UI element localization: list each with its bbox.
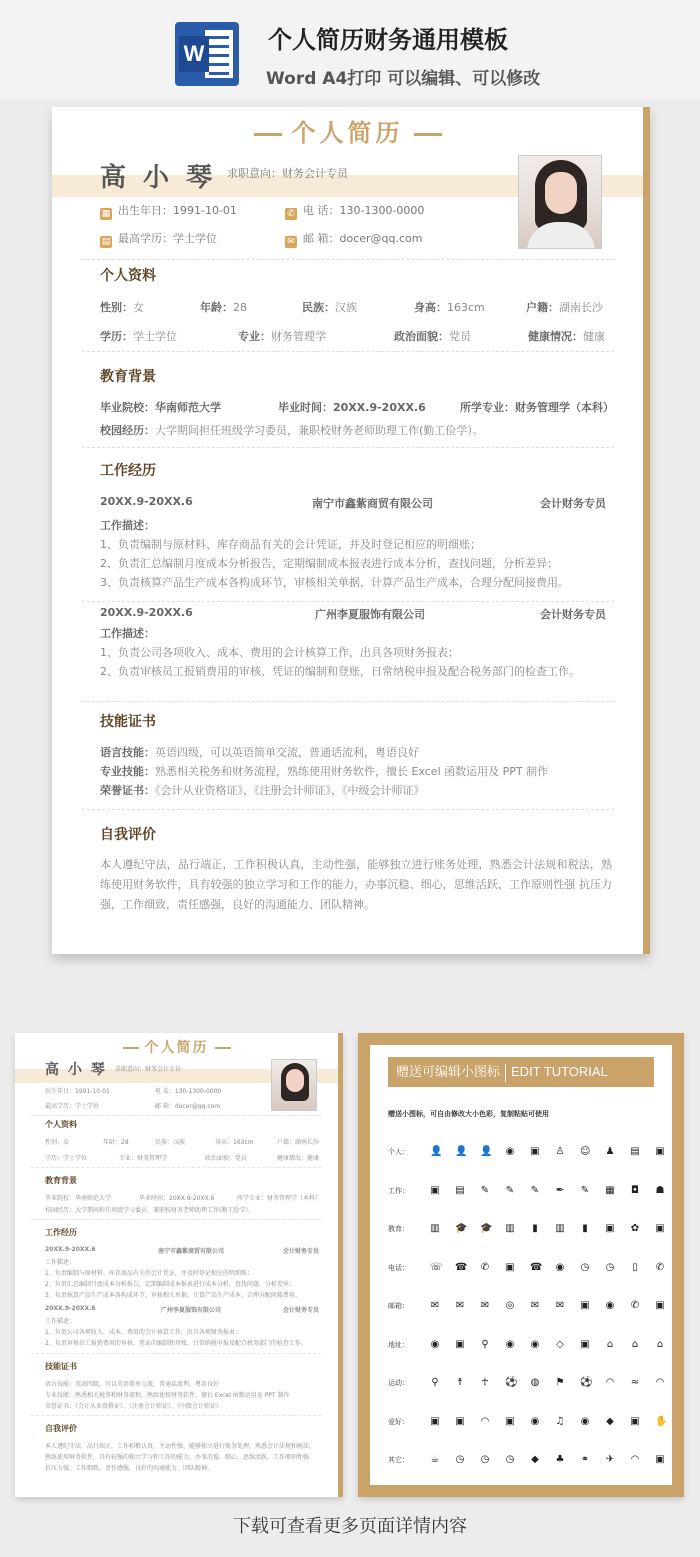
profile-health: 健康情况：健康	[528, 330, 605, 343]
divider	[31, 1167, 321, 1168]
decor-icon[interactable]: ≈	[630, 1377, 640, 1388]
thumb-edu: 学历：学士学位	[45, 1155, 88, 1162]
resume-sheet: 个人简历 高 小 琴 求职意向：财务会计专员 ▦ 出生年日：1991-10-01 ✆ 电 话：130-1300-0000 ▤ 最高学历：学士学位 ✉ 邮 箱：docer@qq.com 个人资料 性别：女 年龄：28 民族：汉族 身高：163cm 户籍：湖南长沙 学历：学士学位 专业：财务管理学 政治面貌：党员 健康情况：健康 教育背景 毕业院校：华南师范大学 毕业时间：20XX.9-20XX.6 所学专业：财务管理学（本科） 校园经历：大学期间担任班级学习委员，兼职校财务老师助理工作(勤工俭学）。 工作经历 20XX.9-20XX.6 南宁市鑫紫商贸有限公司 会计财务专员 工作描述： 1、负责编制与原材料、库存商品有关的会计凭证，并及时登记相应的明细账； 2、负责汇总编制月度成本分析报告，定期编制成本报表进行成本分析，查找问题，分析差异； 3、负责核算产品生产成本各构成环节，审核相关单据，计算产品生产成本，合理分配间接费用。 20XX.9-20XX.6 广州李夏服饰有限公司 会计财务专员 工作描述： 1、负责公司各项收入、成本、费用的会计核算工作，出具各项财务报表； 2、负责审核员工报销费用的审核、凭证的编制和登账，日常纳税申报及配合税务部门的检查工作。 技能证书 语言技能：英语四级，可以英语简单交流，普通话流利，粤语良好 专业技能：熟悉相关税务和财务流程，熟练使用财务软件，擅长 Excel 函数运用及 PPT 制作 荣誉证书：《会计从业资格证》、《注册会计师证》、《中级会计师证》 自我评价 本人遵纪守法，品行端正，工作积极认真，主动性强，能够独立进行账务处理，熟悉会计法规和税法，熟练使用财务软件，具有较强的独立学习和工作的能力，办事沉稳、细心，思维活跃，工作原则性强 抗压力强，工作细致，责任感强，良好的沟通能力、团队精神。	[52, 107, 650, 954]
icon-row-label: 个人：	[388, 1148, 409, 1156]
decor-icon[interactable]: ✉	[480, 1300, 490, 1311]
thumb-job-line: 2、负责汇总编制月度成本分析报告，定期编制成本报表进行成本分析，查找问题，分析差异；	[45, 1281, 295, 1288]
decor-icon[interactable]: ◆	[531, 1454, 539, 1465]
decor-icon[interactable]: ◠	[480, 1415, 490, 1427]
decor-icon[interactable]: ◉	[555, 1261, 565, 1273]
thumb-school: 毕业院校：华南师范大学	[45, 1195, 112, 1202]
decor-icon[interactable]: ☨	[457, 1377, 463, 1388]
decor-icon[interactable]: 👤	[480, 1146, 493, 1157]
icon-row-label: 地址：	[388, 1340, 409, 1349]
decor-icon[interactable]: ⌂	[656, 1338, 664, 1350]
decor-icon[interactable]: 🎓	[455, 1223, 468, 1234]
decor-icon[interactable]: ⚽	[505, 1377, 518, 1388]
thumb-skill-lang: 语言技能：英语四级，可以英语简单交流，普通话流利，粤语良好	[45, 1381, 220, 1388]
decor-icon[interactable]: ▣	[505, 1415, 515, 1427]
thumb-politics: 政治面貌：党员	[205, 1155, 248, 1162]
edu-time: 毕业时间：20XX.9-20XX.6	[278, 401, 426, 414]
thumb-skill-cert: 荣誉证书：《会计从业资格证》、《注册会计师证》、《中级会计师证》	[45, 1403, 223, 1410]
decor-icon[interactable]: ▯	[632, 1261, 638, 1273]
decor-icon[interactable]: ◉	[580, 1415, 590, 1427]
profile-education: 学历：学士学位	[100, 330, 177, 343]
birth-info: ▦ 出生年日：1991-10-01	[101, 204, 237, 219]
decor-icon[interactable]: ◷	[580, 1261, 590, 1273]
decor-icon[interactable]: ▣	[430, 1184, 440, 1196]
thumb-job-line: 1、负责公司各项收入、成本、费用的会计核算工作，出具各项财务报表；	[45, 1329, 241, 1336]
decor-icon[interactable]: ◉	[530, 1338, 540, 1350]
divider	[31, 1353, 321, 1354]
decor-icon[interactable]: 👤	[455, 1146, 468, 1157]
thumb-major: 专业：财务管理学	[119, 1155, 168, 1162]
icon-row	[388, 1299, 668, 1315]
icon-row	[388, 1261, 668, 1277]
decor-icon[interactable]: ◘	[631, 1184, 639, 1196]
decor-icon[interactable]: 👤	[430, 1146, 443, 1157]
thumb-edu-time: 毕业时间：20XX.9-20XX.6	[139, 1195, 215, 1202]
thumb-job-company: 南宁市鑫紫商贸有限公司	[158, 1248, 225, 1255]
thumb-self-text: 本人遵纪守法，品行端正，工作积极认真，主动性强，能够独立进行账务处理，熟悉会计法规和税法，熟练使用财务软件，具有较强的独立学习和工作的能力，办事沉稳、细心，思维活跃，工作原则性强 抗压力强，工作细致，责任感强，良好的沟通能力、团队精神。	[45, 1443, 316, 1472]
decor-icon[interactable]: ✆	[480, 1261, 490, 1273]
candidate-name: 高 小 琴	[100, 163, 217, 193]
resume-thumbnail[interactable]	[15, 1033, 343, 1497]
edu-school: 毕业院校：华南师范大学	[100, 401, 221, 414]
decor-icon[interactable]: ✎	[505, 1184, 515, 1196]
decor-icon[interactable]: 🎓	[480, 1223, 493, 1234]
thumb-health: 健康情况：健康	[277, 1155, 320, 1162]
divider	[82, 601, 614, 602]
decor-icon[interactable]: ♟	[605, 1146, 615, 1157]
thumb-phone: 电 话：130-1300-0000	[155, 1088, 222, 1095]
thumb-job-position: 会计财务专员	[283, 1307, 320, 1314]
thumb-edu-major: 所学专业：财务管理学（本科）	[237, 1195, 322, 1202]
icon-row	[388, 1453, 668, 1469]
resume-title: 个人简历	[52, 113, 643, 148]
mail-icon: ✉	[285, 236, 297, 248]
decor-icon[interactable]: ▣	[530, 1146, 540, 1157]
thumb-hukou: 户籍：湖南长沙	[277, 1139, 320, 1146]
icon-row-label: 运动：	[388, 1379, 409, 1387]
thumb-section-skills: 技能证书	[45, 1362, 77, 1371]
decor-icon[interactable]: ✉	[555, 1300, 565, 1311]
icon-row-label: 邮箱：	[388, 1302, 409, 1310]
job-desc-label: 工作描述：	[100, 519, 155, 532]
job-intent: 求职意向：财务会计专员	[227, 167, 348, 180]
divider	[82, 447, 614, 448]
decor-icon[interactable]: ▣	[655, 1223, 665, 1234]
decor-icon[interactable]: ▥	[555, 1223, 565, 1234]
thumb-gender: 性别：女	[45, 1139, 70, 1146]
decor-icon[interactable]: ✋	[655, 1415, 668, 1427]
job-line: 2、负责审核员工报销费用的审核、凭证的编制和登账，日常纳税申报及配合税务部门的检查工作。	[100, 665, 580, 678]
thumb-job-desc: 工作描述：	[45, 1318, 76, 1325]
decor-icon[interactable]: ✈	[605, 1454, 615, 1465]
decor-icon[interactable]: ✉	[530, 1300, 540, 1311]
decor-icon[interactable]: ☎	[530, 1261, 543, 1273]
section-title-skills: 技能证书	[100, 714, 156, 730]
icon-row	[388, 1184, 668, 1200]
skill-language: 语言技能：英语四级，可以英语简单交流，普通话流利，粤语良好	[100, 746, 419, 759]
banner-subtitle: Word A4打印 可以编辑、可以修改	[266, 69, 541, 89]
divider	[82, 701, 614, 702]
accent-bar	[643, 107, 650, 954]
icon-row	[388, 1145, 668, 1161]
profile-politics: 政治面貌：党员	[394, 330, 471, 343]
thumb-section-work: 工作经历	[45, 1228, 77, 1237]
email-info: ✉ 邮 箱：docer@qq.com	[285, 230, 423, 248]
divider	[82, 351, 614, 352]
decor-icon[interactable]: ▣	[655, 1454, 665, 1465]
thumb-campus: 校园经历：大学期间担任班级学习委员，兼职校财务老师助理工作(勤工俭学）。	[45, 1207, 255, 1214]
icon-row-label: 其它：	[388, 1456, 409, 1464]
phone-info: ✆ 电 话：130-1300-0000	[285, 202, 424, 220]
thumb-job-desc: 工作描述：	[45, 1259, 76, 1266]
banner-title: 个人简历财务通用模板	[268, 26, 508, 54]
decor-icon[interactable]: ▣	[655, 1300, 665, 1311]
icons-panel[interactable]	[358, 1033, 684, 1497]
decor-icon[interactable]: ✉	[455, 1300, 465, 1311]
decor-icon[interactable]: ◷	[505, 1454, 515, 1465]
decor-icon[interactable]: ◆	[606, 1415, 614, 1427]
thumb-degree: 最高学历：学士学位	[45, 1103, 100, 1110]
decor-icon[interactable]: ◷	[605, 1261, 615, 1273]
profile-age: 年龄：28	[200, 301, 247, 314]
icons-panel-inner	[370, 1045, 672, 1485]
divider	[31, 1115, 321, 1116]
job-line: 1、负责编制与原材料、库存商品有关的会计凭证，并及时登记相应的明细账；	[100, 538, 481, 551]
icon-row	[388, 1222, 668, 1238]
thumb-age: 年龄：28	[103, 1139, 129, 1146]
icon-row-label: 教育：	[388, 1225, 409, 1233]
thumb-avatar	[271, 1059, 317, 1111]
decor-icon[interactable]: ▣	[455, 1338, 465, 1350]
decor-icon[interactable]: ◷	[480, 1454, 490, 1465]
decor-icon[interactable]: ▥	[430, 1223, 440, 1234]
decor-icon[interactable]: ▥	[505, 1223, 515, 1234]
decor-icon[interactable]: ▣	[455, 1415, 465, 1427]
edu-major: 所学专业：财务管理学（本科）	[460, 401, 614, 414]
thumb-title: 个人简历	[15, 1037, 338, 1057]
decor-icon[interactable]: ♙	[555, 1146, 565, 1157]
decor-icon[interactable]: ⌂	[631, 1338, 639, 1350]
decor-icon[interactable]: ⚽	[580, 1377, 593, 1388]
thumb-job-line: 1、负责编制与原材料、库存商品有关的会计凭证，并及时登记相应的明细账；	[45, 1270, 253, 1277]
skill-certificates: 荣誉证书：《会计从业资格证》、《注册会计师证》、《中级会计师证》	[100, 784, 425, 797]
section-title-self: 自我评价	[100, 827, 156, 843]
icon-row-label: 爱好：	[388, 1417, 409, 1426]
decor-icon[interactable]: ☏	[430, 1261, 443, 1273]
divider	[31, 1219, 321, 1220]
decor-icon[interactable]: ⚲	[431, 1377, 439, 1388]
decor-icon[interactable]: ▦	[605, 1184, 615, 1196]
thumb-email: 邮 箱：docer@qq.com	[155, 1103, 221, 1110]
profile-ethnic: 民族：汉族	[302, 301, 357, 314]
section-title-education: 教育背景	[100, 369, 156, 385]
icons-panel-header: 赠送可编辑小图标 EDIT TUTORIAL	[388, 1057, 654, 1087]
decor-icon[interactable]: ☗	[655, 1184, 665, 1196]
decor-icon[interactable]: ◇	[556, 1338, 564, 1350]
decor-icon[interactable]: ◉	[530, 1415, 540, 1427]
thumb-height: 身高：163cm	[215, 1139, 254, 1146]
edu-campus: 校园经历：大学期间担任班级学习委员，兼职校财务老师助理工作(勤工俭学）。	[100, 424, 484, 437]
decor-icon[interactable]: ☕	[430, 1454, 440, 1465]
thumb-job-company: 广州李夏服饰有限公司	[161, 1307, 222, 1314]
calendar-icon: ▦	[101, 209, 111, 219]
phone-icon: ✆	[285, 208, 297, 220]
decor-icon[interactable]: ▣	[655, 1146, 665, 1157]
decor-icon[interactable]: ▣	[430, 1415, 440, 1427]
profile-height: 身高：163cm	[414, 301, 485, 314]
divider	[31, 1415, 321, 1416]
thumb-section-profile: 个人资料	[45, 1120, 77, 1129]
divider	[82, 259, 614, 260]
decor-icon[interactable]: ◉	[430, 1338, 440, 1350]
decor-icon[interactable]: ✉	[430, 1300, 440, 1311]
thumb-job-line: 3、负责核算产品生产成本各构成环节，审核相关单据，计算产品生产成本，合理分配间接费用。	[45, 1292, 301, 1299]
avatar	[518, 155, 602, 249]
decor-icon[interactable]: ◉	[505, 1338, 515, 1350]
icon-row	[388, 1415, 668, 1431]
job-line: 2、负责汇总编制月度成本分析报告，定期编制成本报表进行成本分析，查找问题，分析差异；	[100, 557, 558, 570]
section-title-work: 工作经历	[100, 463, 156, 479]
decor-icon[interactable]: ☥	[481, 1377, 489, 1388]
icon-row	[388, 1338, 668, 1354]
thumb-section-education: 教育背景	[45, 1176, 77, 1185]
decor-icon[interactable]: ⚲	[481, 1338, 489, 1350]
job-line: 3、负责核算产品生产成本各构成环节，审核相关单据，计算产品生产成本，合理分配间接费用。	[100, 576, 569, 589]
decor-icon[interactable]: ▣	[580, 1300, 590, 1311]
thumb-job-period: 20XX.9-20XX.6	[45, 1246, 96, 1253]
decor-icon[interactable]: ◷	[455, 1454, 465, 1465]
thumb-birth: 出生年日：1991-10-01	[45, 1088, 110, 1095]
decor-icon[interactable]: ✿	[630, 1223, 640, 1234]
thumb-job-position: 会计财务专员	[283, 1248, 320, 1255]
decor-icon[interactable]: ◠	[630, 1454, 640, 1465]
degree-info: ▤ 最高学历：学士学位	[101, 232, 217, 247]
decor-icon[interactable]: ☺	[580, 1146, 591, 1157]
decor-icon[interactable]: ⚭	[580, 1454, 590, 1465]
thumb-ethnic: 民族：汉族	[155, 1139, 186, 1146]
decor-icon[interactable]: ▣	[605, 1223, 615, 1234]
skill-professional: 专业技能：熟悉相关税务和财务流程，熟练使用财务软件，擅长 Excel 函数运用及 PPT 制作	[100, 765, 549, 778]
decor-icon[interactable]: ✎	[480, 1184, 490, 1196]
icon-row-label: 工作：	[388, 1186, 409, 1195]
icon-row-label: 电话：	[388, 1263, 409, 1272]
decor-icon[interactable]: ◎	[505, 1300, 515, 1311]
job-line: 1、负责公司各项收入、成本、费用的会计核算工作，出具各项财务报表；	[100, 646, 459, 659]
decor-icon[interactable]: ▣	[630, 1415, 640, 1427]
footer-caption: 下载可查看更多页面详情内容	[233, 1516, 467, 1537]
thumb-job-line: 2、负责审核员工报销费用的审核、凭证的编制和登账，日常纳税申报及配合税务部门的检查工作。	[45, 1340, 307, 1347]
decor-icon[interactable]: ✆	[630, 1300, 640, 1311]
icons-panel-note: 赠送小图标，可自由修改大小色彩，复制粘贴可使用	[388, 1110, 549, 1118]
profile-hukou: 户籍：湖南长沙	[526, 301, 603, 314]
decor-icon[interactable]: ▤	[455, 1184, 465, 1196]
decor-icon[interactable]: ◉	[505, 1146, 515, 1157]
thumb-name: 高 小 琴	[45, 1062, 107, 1078]
decor-icon[interactable]: ⚑	[555, 1377, 565, 1388]
graduation-icon: ▤	[101, 237, 111, 247]
divider	[82, 809, 614, 810]
decor-icon[interactable]: ▮	[532, 1223, 538, 1234]
decor-icon[interactable]: ☎	[455, 1261, 468, 1273]
decor-icon[interactable]: ✎	[530, 1184, 540, 1196]
banner	[0, 0, 700, 100]
thumb-skill-pro: 专业技能：熟悉相关税务和财务流程，熟练使用财务软件，擅长 Excel 函数运用及 PPT 制作	[45, 1392, 290, 1399]
job-desc-label: 工作描述：	[100, 627, 155, 640]
decor-icon[interactable]: ▣	[505, 1261, 515, 1273]
profile-gender: 性别：女	[100, 301, 144, 314]
decor-icon[interactable]: ▤	[630, 1146, 640, 1157]
decor-icon[interactable]: ✎	[580, 1184, 590, 1196]
decor-icon[interactable]: ▣	[580, 1338, 590, 1350]
decor-icon[interactable]: ▮	[582, 1223, 588, 1234]
profile-major: 专业：财务管理学	[238, 330, 326, 343]
section-title-profile: 个人资料	[100, 268, 156, 284]
decor-icon[interactable]: ✆	[655, 1261, 665, 1273]
decor-icon[interactable]: ♣	[555, 1454, 565, 1465]
self-evaluation-text: 本人遵纪守法，品行端正，工作积极认真，主动性强，能够独立进行账务处理，熟悉会计法规和税法，熟练使用财务软件，具有较强的独立学习和工作的能力，办事沉稳、细心，思维活跃，工作原则性强 抗压力强，工作细致，责任感强，良好的沟通能力、团队精神。	[100, 858, 612, 911]
thumb-section-self: 自我评价	[45, 1424, 77, 1433]
decor-icon[interactable]: ◍	[530, 1377, 540, 1388]
accent-bar	[338, 1033, 343, 1497]
decor-icon[interactable]: ◉	[605, 1300, 615, 1311]
thumb-intent: 求职意向：财务会计专员	[115, 1066, 182, 1073]
word-icon: W	[175, 22, 239, 86]
decor-icon[interactable]: ♫	[555, 1415, 565, 1427]
decor-icon[interactable]: ◠	[655, 1377, 665, 1388]
thumb-job-period: 20XX.9-20XX.6	[45, 1305, 96, 1312]
decor-icon[interactable]: ✒	[555, 1184, 565, 1196]
decor-icon[interactable]: ◠	[605, 1377, 615, 1388]
decor-icon[interactable]: ⌂	[606, 1338, 614, 1350]
icon-row	[388, 1376, 668, 1392]
